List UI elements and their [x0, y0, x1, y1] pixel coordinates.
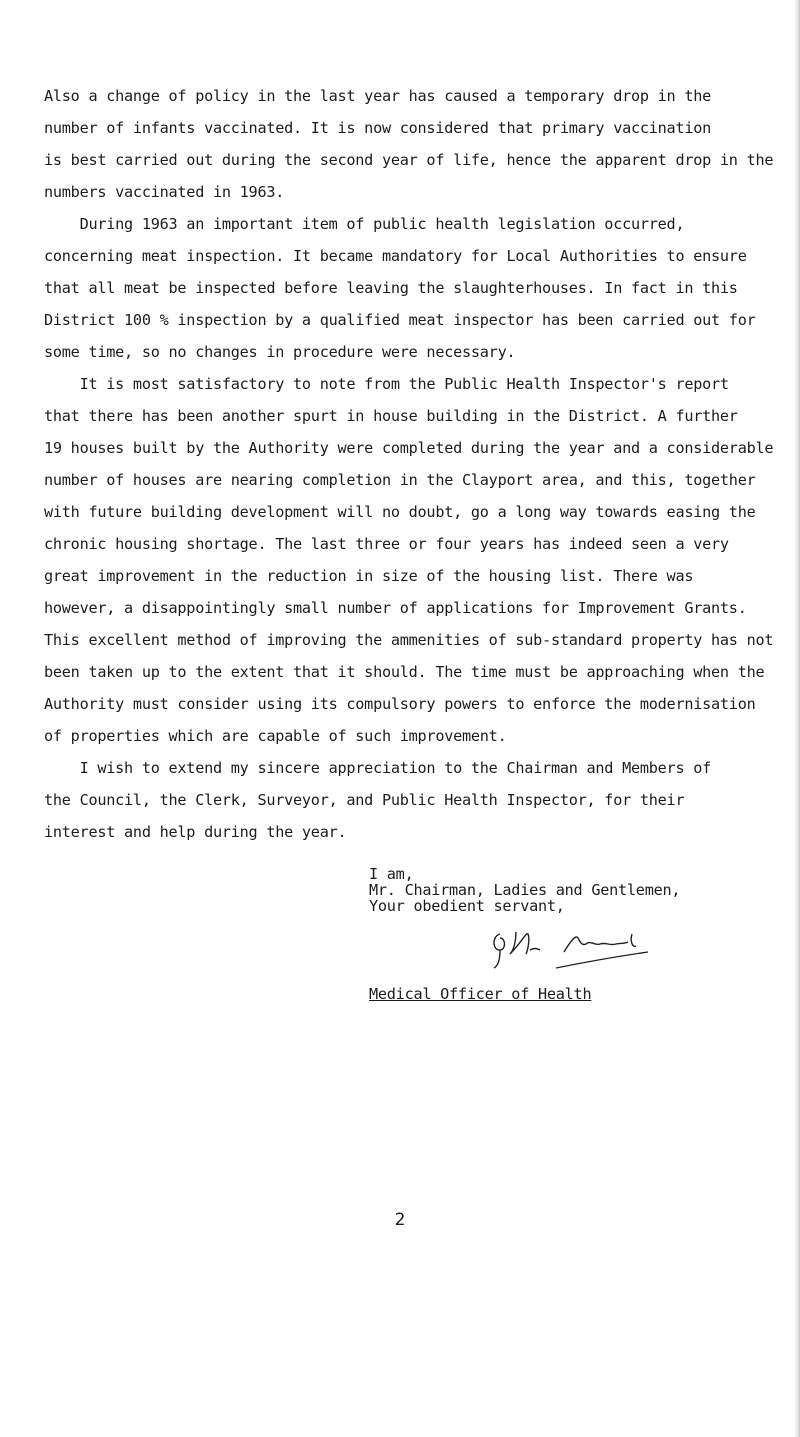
handwritten-signature [486, 924, 656, 974]
body-line: During 1963 an important item of public health legislation occurred, [44, 215, 685, 233]
body-line: This excellent method of improving the ammenities of sub-standard property has not [44, 631, 774, 649]
body-line: with future building development will no doubt, go a long way towards easing the [44, 503, 756, 521]
closing-greeting: I am, [369, 865, 414, 883]
body-line: chronic housing shortage. The last three or four years has indeed seen a very [44, 535, 729, 553]
body-line: been taken up to the extent that it should. The time must be approaching when the [44, 663, 765, 681]
body-line: I wish to extend my sincere appreciation to the Chairman and Members of [44, 759, 712, 777]
body-line: District 100 % inspection by a qualified meat inspector has been carried out for [44, 311, 756, 329]
body-line: however, a disappointingly small number of applications for Improvement Grants. [44, 599, 747, 617]
body-line: that all meat be inspected before leaving the slaughterhouses. In fact in this [44, 279, 738, 297]
signatory-title: Medical Officer of Health [369, 985, 592, 1003]
closing-salutation: Mr. Chairman, Ladies and Gentlemen, [369, 881, 681, 899]
body-line: interest and help during the year. [44, 823, 347, 841]
body-line: number of infants vaccinated. It is now considered that primary vaccination [44, 119, 712, 137]
body-line: number of houses are nearing completion in the Clayport area, and this, together [44, 471, 756, 489]
body-line: some time, so no changes in procedure were necessary. [44, 343, 516, 361]
page-number: 2 [394, 1210, 406, 1230]
body-line: Also a change of policy in the last year has caused a temporary drop in the [44, 87, 712, 105]
body-line: great improvement in the reduction in size of the housing list. There was [44, 567, 694, 585]
body-line: the Council, the Clerk, Surveyor, and Public Health Inspector, for their [44, 791, 685, 809]
body-line: It is most satisfactory to note from the Public Health Inspector's report [44, 375, 729, 393]
body-line: that there has been another spurt in house building in the District. A further [44, 407, 738, 425]
body-line: 19 houses built by the Authority were completed during the year and a considerable [44, 439, 774, 457]
body-line: of properties which are capable of such improvement. [44, 727, 507, 745]
body-line: Authority must consider using its compulsory powers to enforce the modernisation [44, 695, 756, 713]
body-line: numbers vaccinated in 1963. [44, 183, 285, 201]
closing-valediction: Your obedient servant, [369, 897, 565, 915]
body-line: is best carried out during the second year of life, hence the apparent drop in the [44, 151, 774, 169]
body-line: concerning meat inspection. It became mandatory for Local Authorities to ensure [44, 247, 747, 265]
